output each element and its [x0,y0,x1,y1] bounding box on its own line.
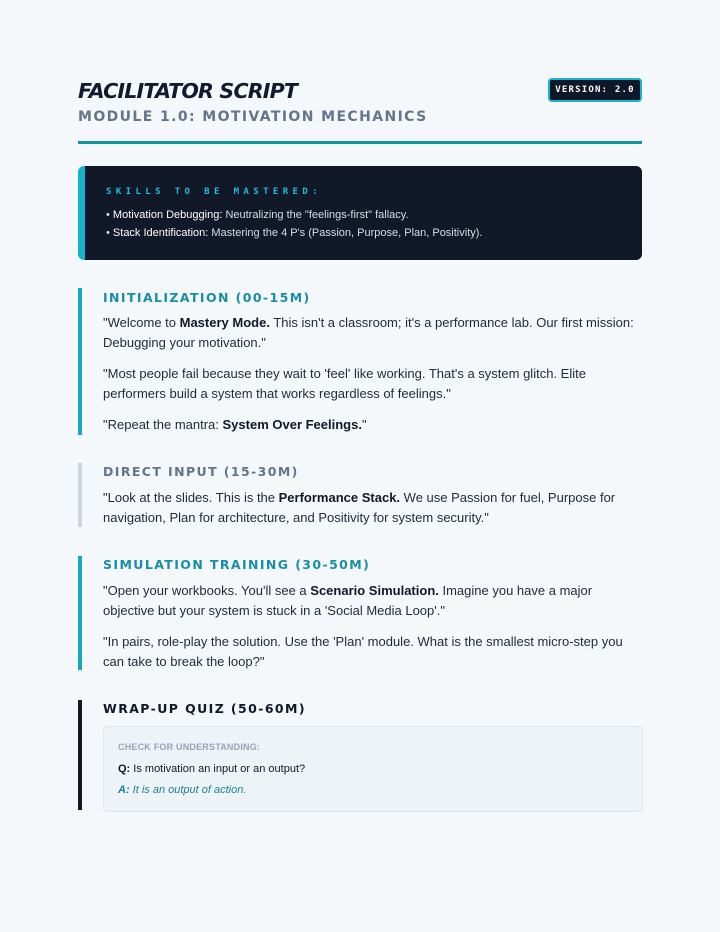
section-heading: DIRECT INPUT (15-30M) [103,464,299,479]
bullet-icon: • [106,209,113,221]
section-heading: WRAP-UP QUIZ (50-60M) [103,701,306,716]
quiz-question [118,762,642,776]
text-run: "Open your workbooks. You'll see a [103,583,311,598]
script-paragraph [103,581,642,621]
version-badge: VERSION: 2.0 [548,78,642,102]
page-header [78,78,642,144]
script-paragraph [103,488,642,528]
quiz-box [103,726,643,812]
skill-text: Mastering the 4 P's (Passion, Purpose, Plan, Positivity). [208,227,483,239]
text-run: This isn't a classroom; it's a performance lab. Our first mission: Debugging your motivation." [103,315,634,350]
text-run: We use Passion for fuel, Purpose for navigation, Plan for architecture, and Positivity for system security." [103,490,616,525]
page-title: FACILITATOR SCRIPT [78,79,298,103]
answer-text: It is an output of action. [129,784,247,796]
bullet-icon: • [106,227,113,239]
emphasis: Performance Stack. [278,490,401,505]
text-run: "Look at the slides. This is the [103,490,279,505]
text-run: "Repeat the mantra: [103,417,223,432]
section-direct-input [78,463,642,527]
section-initialization [78,288,642,435]
header-divider [78,141,642,144]
section-wrap-up-quiz [78,700,642,810]
section-heading: INITIALIZATION (00-15M) [103,290,311,305]
answer-prefix: A: [118,784,130,796]
text-run: "Welcome to [103,315,180,330]
skill-text: Neutralizing the "feelings-first" fallacy. [222,209,409,221]
quiz-label: CHECK FOR UNDERSTANDING: [118,742,261,752]
script-paragraph [103,632,642,672]
emphasis: System Over Feelings. [222,417,362,432]
skills-title: SKILLS TO BE MASTERED: [106,187,323,197]
quiz-answer [118,783,642,797]
question-prefix: Q: [118,763,131,775]
emphasis: Mastery Mode. [179,315,270,330]
module-subtitle: MODULE 1.0: MOTIVATION MECHANICS [78,109,428,125]
skills-panel [78,166,642,260]
question-text: Is motivation an input or an output? [130,763,306,775]
script-paragraph [103,415,642,435]
script-paragraph [103,313,642,353]
skill-term: Stack Identification: [112,227,209,239]
skill-item [106,224,642,242]
emphasis: Scenario Simulation. [310,583,439,598]
text-run: " [361,417,367,432]
text-run: Imagine you have a major objective but your system is stuck in a 'Social Media Loop'." [103,583,593,618]
script-paragraph [103,364,642,404]
section-simulation-training [78,556,642,670]
text-run: "Most people fail because they wait to 'feel' like working. That's a system glitch. Elite performers build a system that works regardless of feelings." [103,366,586,401]
skill-item [106,206,642,224]
skill-term: Motivation Debugging: [112,209,223,221]
text-run: "In pairs, role-play the solution. Use the 'Plan' module. What is the smallest micro-step you can take to break the loop?" [103,634,623,669]
section-heading: SIMULATION TRAINING (30-50M) [103,557,371,572]
